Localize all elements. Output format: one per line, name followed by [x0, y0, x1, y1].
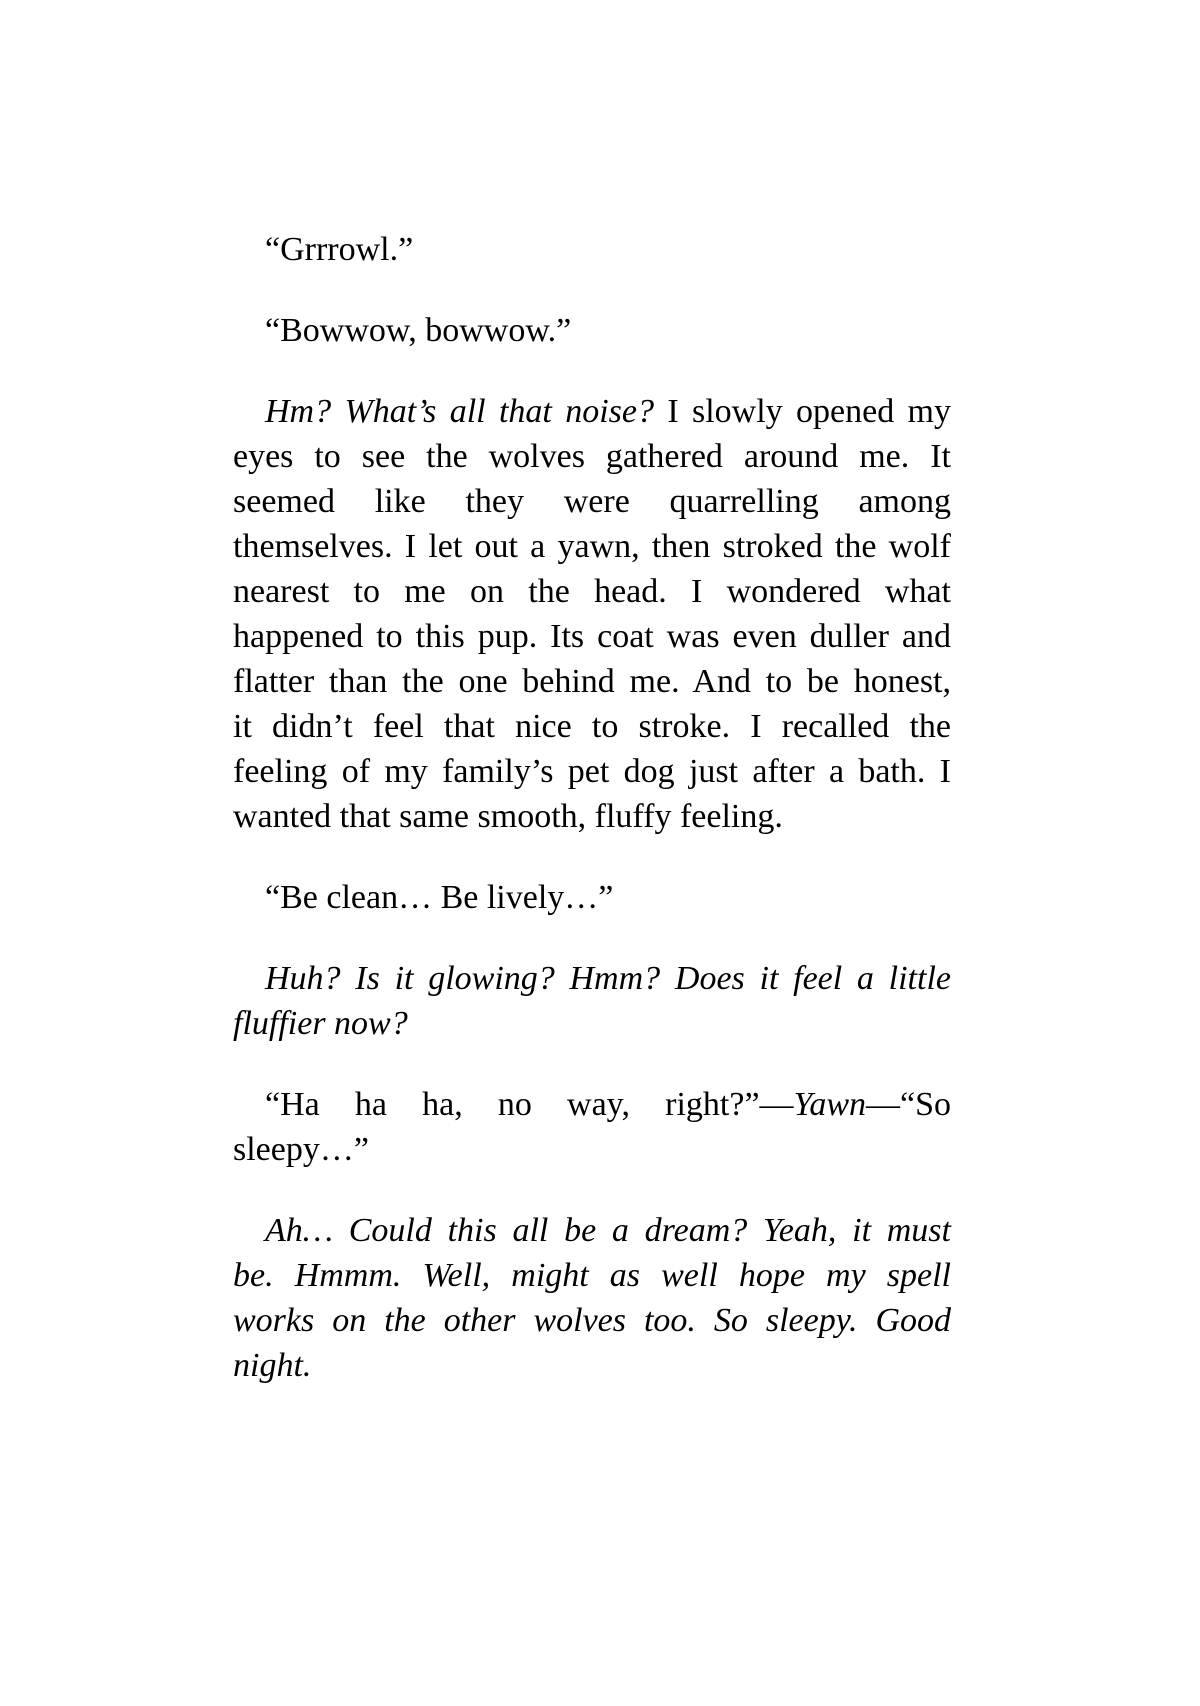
paragraph — [233, 389, 951, 839]
paragraph — [233, 1082, 951, 1172]
text-segment: feeling of my family’s pet dog just after a bath. I — [233, 753, 951, 790]
text-line — [233, 479, 951, 524]
paragraph — [233, 875, 951, 920]
text-line — [233, 794, 951, 839]
text-segment: themselves. I let out a yawn, then stroked the wolf — [233, 528, 951, 565]
text-line — [233, 227, 951, 272]
text-segment: seemed like they were quarrelling among — [233, 483, 951, 520]
paragraph — [233, 956, 951, 1046]
text-line — [233, 875, 951, 920]
text-segment: I slowly opened my — [653, 393, 951, 430]
text-segment: “Bowwow, bowwow.” — [265, 312, 572, 349]
text-line — [233, 1127, 951, 1172]
text-segment: happened to this pup. Its coat was even duller and — [233, 618, 951, 655]
text-line — [233, 1001, 951, 1046]
text-line — [233, 308, 951, 353]
text-line — [233, 569, 951, 614]
text-segment: flatter than the one behind me. And to be honest, — [233, 663, 951, 700]
text-line — [233, 434, 951, 479]
text-line — [233, 524, 951, 569]
text-segment: it didn’t feel that nice to stroke. I recalled the — [233, 708, 951, 745]
italic-text-segment: works on the other wolves too. So sleepy. Good — [233, 1302, 951, 1339]
text-segment: eyes to see the wolves gathered around me. It — [233, 438, 951, 475]
italic-text-segment: be. Hmmm. Well, might as well hope my spell — [233, 1257, 951, 1294]
text-block — [233, 227, 951, 1424]
text-line — [233, 749, 951, 794]
text-line — [233, 1082, 951, 1127]
italic-text-segment: fluffier now? — [233, 1005, 408, 1042]
text-line — [233, 659, 951, 704]
text-segment: —“So — [866, 1086, 951, 1123]
text-segment: “Grrrowl.” — [265, 231, 414, 268]
paragraph — [233, 227, 951, 272]
text-line — [233, 1343, 951, 1388]
text-segment: “Ha ha ha, no way, right?”— — [265, 1086, 794, 1123]
text-segment: wanted that same smooth, fluffy feeling. — [233, 798, 783, 835]
text-line — [233, 1208, 951, 1253]
text-line — [233, 614, 951, 659]
italic-text-segment: night. — [233, 1347, 312, 1384]
text-line — [233, 704, 951, 749]
italic-text-segment: Ah… Could this all be a dream? Yeah, it must — [265, 1212, 951, 1249]
text-segment: “Be clean… Be lively…” — [265, 879, 614, 916]
italic-text-segment: Huh? Is it glowing? Hmm? Does it feel a little — [265, 960, 951, 997]
paragraph — [233, 1208, 951, 1388]
text-segment: sleepy…” — [233, 1131, 369, 1168]
text-line — [233, 1298, 951, 1343]
text-segment: nearest to me on the head. I wondered what — [233, 573, 951, 610]
italic-text-segment: Yawn — [793, 1086, 866, 1123]
text-line — [233, 956, 951, 1001]
italic-text-segment: Hm? What’s all that noise? — [265, 393, 654, 430]
text-line — [233, 389, 951, 434]
paragraph — [233, 308, 951, 353]
text-line — [233, 1253, 951, 1298]
